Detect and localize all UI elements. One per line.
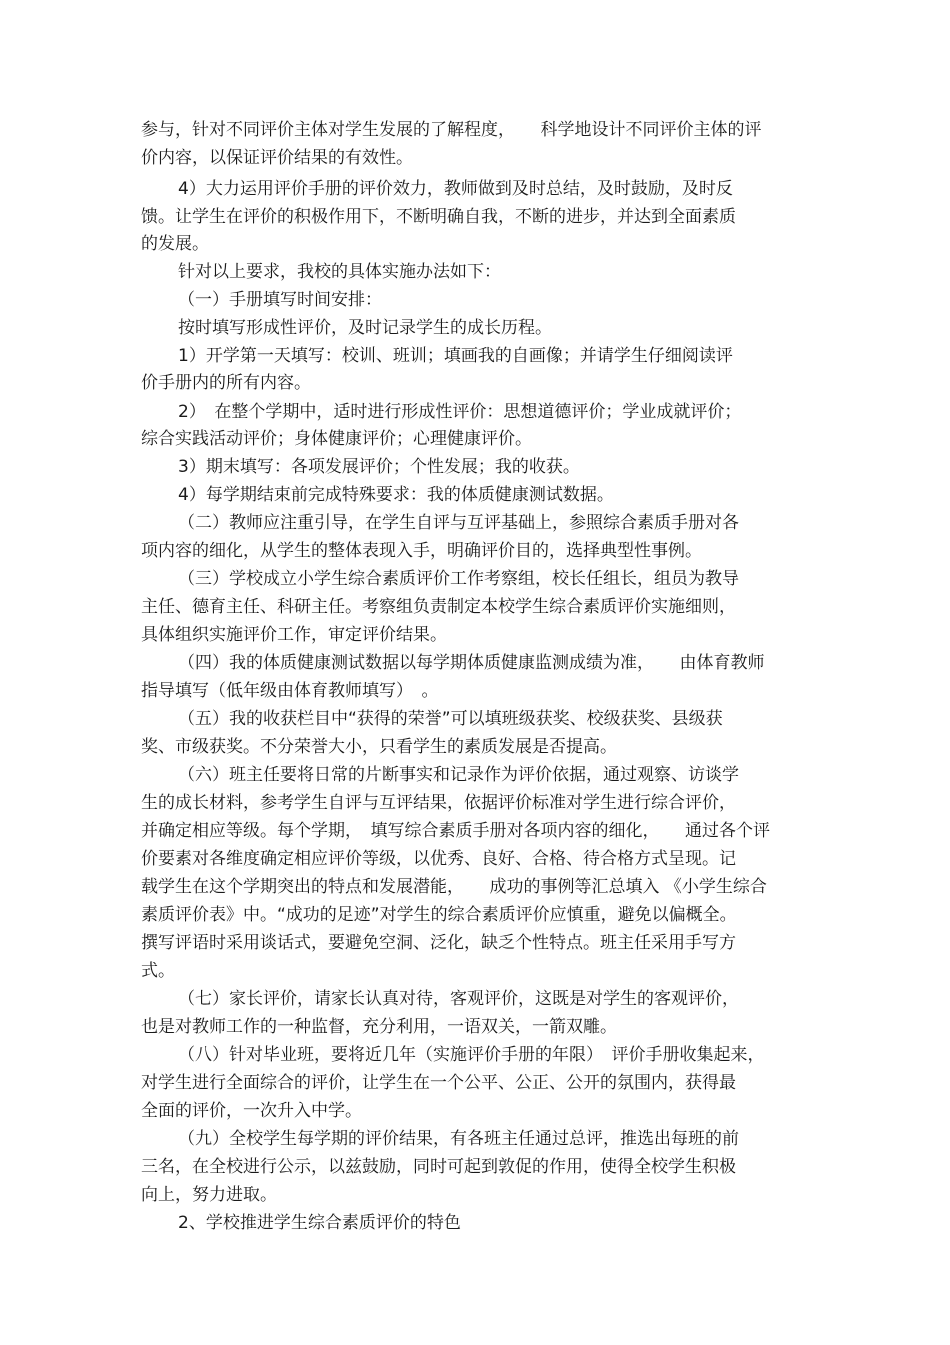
text-line: 主任、德育主任、科研主任。考察组负责制定本校学生综合素质评价实施细则， xyxy=(141,597,736,617)
text-line: 项内容的细化，从学生的整体表现入手，明确评价目的，选择典型性事例。 xyxy=(141,541,702,561)
text-line: （二）教师应注重引导，在学生自评与互评基础上，参照综合素质手册对各 xyxy=(178,513,739,533)
text-line: 馈。让学生在评价的积极作用下，不断明确自我，不断的进步，并达到全面素质 xyxy=(141,207,736,227)
text-line: 三名，在全校进行公示，以兹鼓励，同时可起到敦促的作用，使得全校学生积极 xyxy=(141,1157,736,1177)
text-line: （八）针对毕业班，要将近几年（实施评价手册的年限） 评价手册收集起来， xyxy=(178,1045,765,1065)
text-line: 参与，针对不同评价主体对学生发展的了解程度， 科学地设计不同评价主体的评 xyxy=(141,120,762,140)
text-line: 生的成长材料，参考学生自评与互评结果，依据评价标准对学生进行综合评价， xyxy=(141,793,736,813)
text-line: 并确定相应等级。每个学期， 填写综合素质手册对各项内容的细化， 通过各个评 xyxy=(141,821,770,841)
text-line: 载学生在这个学期突出的特点和发展潜能， 成功的事例等汇总填入 《小学生综合 xyxy=(141,877,767,897)
text-line: 4）每学期结束前完成特殊要求：我的体质健康测试数据。 xyxy=(178,485,614,505)
section-heading: 2、学校推进学生综合素质评价的特色 xyxy=(178,1213,461,1233)
text-line: （五）我的收获栏目中“获得的荣誉”可以填班级获奖、校级获奖、县级获 xyxy=(178,709,723,729)
text-line: 指导填写（低年级由体育教师填写） 。 xyxy=(141,681,439,701)
text-line: 综合实践活动评价；身体健康评价；心理健康评价。 xyxy=(141,429,532,449)
text-line: 3）期末填写：各项发展评价；个性发展；我的收获。 xyxy=(178,457,580,477)
text-line: 全面的评价，一次升入中学。 xyxy=(141,1101,362,1121)
text-line: （三）学校成立小学生综合素质评价工作考察组，校长任组长，组员为教导 xyxy=(178,569,739,589)
text-line: 撰写评语时采用谈话式，要避免空洞、泛化，缺乏个性特点。班主任采用手写方 xyxy=(141,933,736,953)
text-line: （六）班主任要将日常的片断事实和记录作为评价依据，通过观察、访谈学 xyxy=(178,765,739,785)
text-line: （四）我的体质健康测试数据以每学期体质健康监测成绩为准， 由体育教师 xyxy=(178,653,765,673)
text-line: 2） 在整个学期中，适时进行形成性评价：思想道德评价；学业成就评价； xyxy=(178,402,742,422)
text-line: 式。 xyxy=(141,961,175,981)
text-line: 素质评价表》中。“成功的足迹”对学生的综合素质评价应慎重，避免以偏概全。 xyxy=(141,905,737,925)
text-line: 针对以上要求，我校的具体实施办法如下： xyxy=(178,262,501,282)
text-line: 按时填写形成性评价，及时记录学生的成长历程。 xyxy=(178,318,552,338)
text-line: 对学生进行全面综合的评价，让学生在一个公平、公正、公开的氛围内，获得最 xyxy=(141,1073,736,1093)
text-line: 具体组织实施评价工作，审定评价结果。 xyxy=(141,625,447,645)
text-line: （七）家长评价，请家长认真对待，客观评价，这既是对学生的客观评价， xyxy=(178,989,739,1009)
text-line: 向上，努力进取。 xyxy=(141,1185,277,1205)
text-line: 奖、市级获奖。不分荣誉大小，只看学生的素质发展是否提高。 xyxy=(141,737,617,757)
text-line: 的发展。 xyxy=(141,234,209,254)
text-line: 价内容，以保证评价结果的有效性。 xyxy=(141,148,413,168)
text-line: 4）大力运用评价手册的评价效力，教师做到及时总结，及时鼓励，及时反 xyxy=(178,179,733,199)
text-line: 也是对教师工作的一种监督，充分利用，一语双关，一箭双雕。 xyxy=(141,1017,617,1037)
text-line: （一）手册填写时间安排： xyxy=(178,290,382,310)
text-line: 1）开学第一天填写：校训、班训；填画我的自画像；并请学生仔细阅读评 xyxy=(178,346,733,366)
text-line: 价要素对各维度确定相应评价等级，以优秀、良好、合格、待合格方式呈现。记 xyxy=(141,849,736,869)
text-line: （九）全校学生每学期的评价结果，有各班主任通过总评，推选出每班的前 xyxy=(178,1129,739,1149)
text-line: 价手册内的所有内容。 xyxy=(141,373,311,393)
